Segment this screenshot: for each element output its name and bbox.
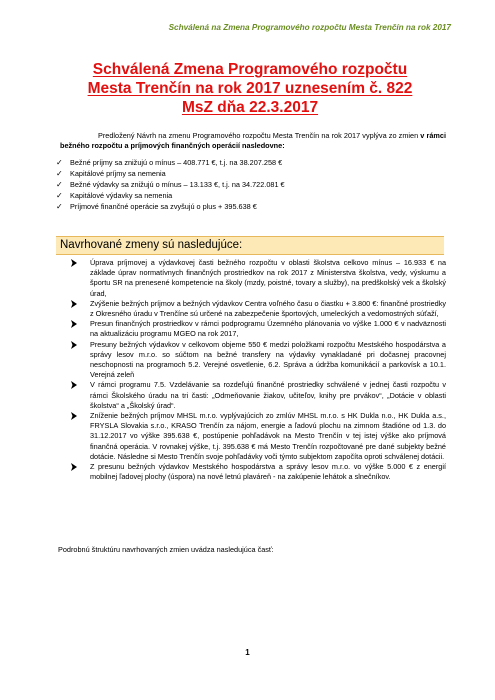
- summary-item: ✓ Príjmové finančné operácie sa zvyšujú o plus + 395.638 €: [56, 202, 257, 212]
- summary-item: ✓ Bežné výdavky sa znižujú o mínus – 13.133 €, t.j. na 34.722.081 €: [56, 180, 285, 190]
- check-icon: ✓: [56, 191, 63, 201]
- check-icon: ✓: [56, 158, 63, 167]
- title-line-1: Schválená Zmena Programového rozpočtu: [92, 61, 408, 78]
- summary-item: ✓ Kapitálové príjmy sa nemenia: [56, 169, 166, 179]
- change-item: Úprava príjmovej a výdavkovej časti bežného rozpočtu v oblasti školstva celkovo mínus – 16.933 € na základe úprav normatívnych finančných prostriedkov na rok 2017 z Ministerstva školstva, vedy, výskumu a športu SR na prenesené kompetencie na školy (mzdy, poistné, tovary a služby), na predškolský vek a školský úrad,: [60, 258, 446, 299]
- change-item: Presun finančných prostriedkov v rámci podprogramu Územného plánovania vo výške 1.000 € v nadväznosti na aktualizáciu programu MGEO na rok 2017,: [60, 319, 446, 339]
- arrow-bullet-icon: [70, 463, 78, 471]
- intro-bold-text: v rámci bežného rozpočtu a príjmových finančných operácií nasledovne:: [60, 131, 446, 151]
- summary-item: ✓ Bežné príjmy sa znižujú o mínus – 408.771 €, t.j. na 38.207.258 €: [56, 158, 283, 167]
- intro-paragraph: [60, 131, 446, 151]
- change-item: V rámci programu 7.5. Vzdelávanie sa rozdeľujú finančné prostriedky schválené v jednej časti rozpočtu v rámci Školského úradu na tri časti: „Odmeňovanie žiakov, učiteľov, knihy pre prvákov“, „Dotácie v oblasti školstva“ a „Školský úrad“.: [60, 380, 446, 411]
- check-icon: ✓: [56, 169, 63, 179]
- intro-text: Predložený Návrh na zmenu Programového rozpočtu Mesta Trenčín na rok 2017 vyplýva zo zmien: [98, 131, 421, 140]
- arrow-bullet-icon: [70, 320, 78, 328]
- summary-list: [56, 157, 446, 212]
- title-line-3: MsZ dňa 22.3.2017: [181, 99, 319, 116]
- change-item: Zvýšenie bežných príjmov a bežných výdavkov Centra voľného času o čiastku + 3.800 €: finančné prostriedky z Okresného úradu v Trenčíne sú určené na zabezpečenie športových, umeleckých a vedomostných súťaží,: [60, 299, 446, 319]
- running-header: Schválená na Zmena Programového rozpočtu Mesta Trenčín na rok 2017: [168, 23, 451, 32]
- page-number: 1: [245, 648, 250, 657]
- change-item: Presuny bežných výdavkov v celkovom objeme 550 € medzi položkami rozpočtu Mestského hospodárstva a správy lesov m.r.o. so súčtom na bežné transfery na výdavky vynakladané pri dočasnej pracovnej neschopnosti na programoch 5.2. Verejné osvetlenie, 6.2. Správa a údržba komunikácií a parkovísk a 10.1. Verejná zeleň: [60, 340, 446, 381]
- title-line-2: Mesta Trenčín na rok 2017 uznesením č. 822: [87, 80, 413, 97]
- arrow-bullet-icon: [70, 412, 78, 420]
- arrow-bullet-icon: [70, 300, 78, 308]
- check-icon: ✓: [56, 180, 63, 190]
- change-item: Z presunu bežných výdavkov Mestského hospodárstva a správy lesov m.r.o. vo výške 5.000 € z energií mobilnej ľadovej plochy (úspora) na nové letnú plaváreň - na zakúpenie lehátok a slnečníkov.: [60, 462, 446, 482]
- summary-item: ✓ Kapitálové výdavky sa nemenia: [56, 191, 173, 201]
- change-item: Zníženie bežných príjmov MHSL m.r.o. vyplývajúcich zo zmlúv MHSL m.r.o. s HK Dukla n.o., HK Dukla a.s., FRYSLA Slovakia s.r.o., KRASO Trenčín za nájom, energie a ľadovú plochu na zimnom štadióne od 1.3. do 31.12.2017 vo výške 395.638 €, postúpenie pohľadávok na Mesto Trenčín v tej istej výške ako príjmová finančná operácia. V rovnakej výške, t.j. 395.638 € má Mesto Trenčín rozpočtované pre dané subjekty bežné dotácie. Následne si Mesto Trenčín svoje pohľadávky voči týmto subjektom započíta oproti schválenej dotácii.: [60, 411, 446, 462]
- check-icon: ✓: [56, 202, 63, 212]
- arrow-bullet-icon: [70, 381, 78, 389]
- arrow-bullet-icon: [70, 341, 78, 349]
- changes-list: [60, 258, 446, 482]
- section-heading: Navrhované zmeny sú nasledujúce:: [60, 239, 243, 251]
- document-title: [40, 60, 460, 117]
- closing-text: Podrobnú štruktúru navrhovaných zmien uvádza nasledujúca časť:: [58, 545, 274, 554]
- section-heading-box: [56, 236, 444, 255]
- arrow-bullet-icon: [70, 259, 78, 267]
